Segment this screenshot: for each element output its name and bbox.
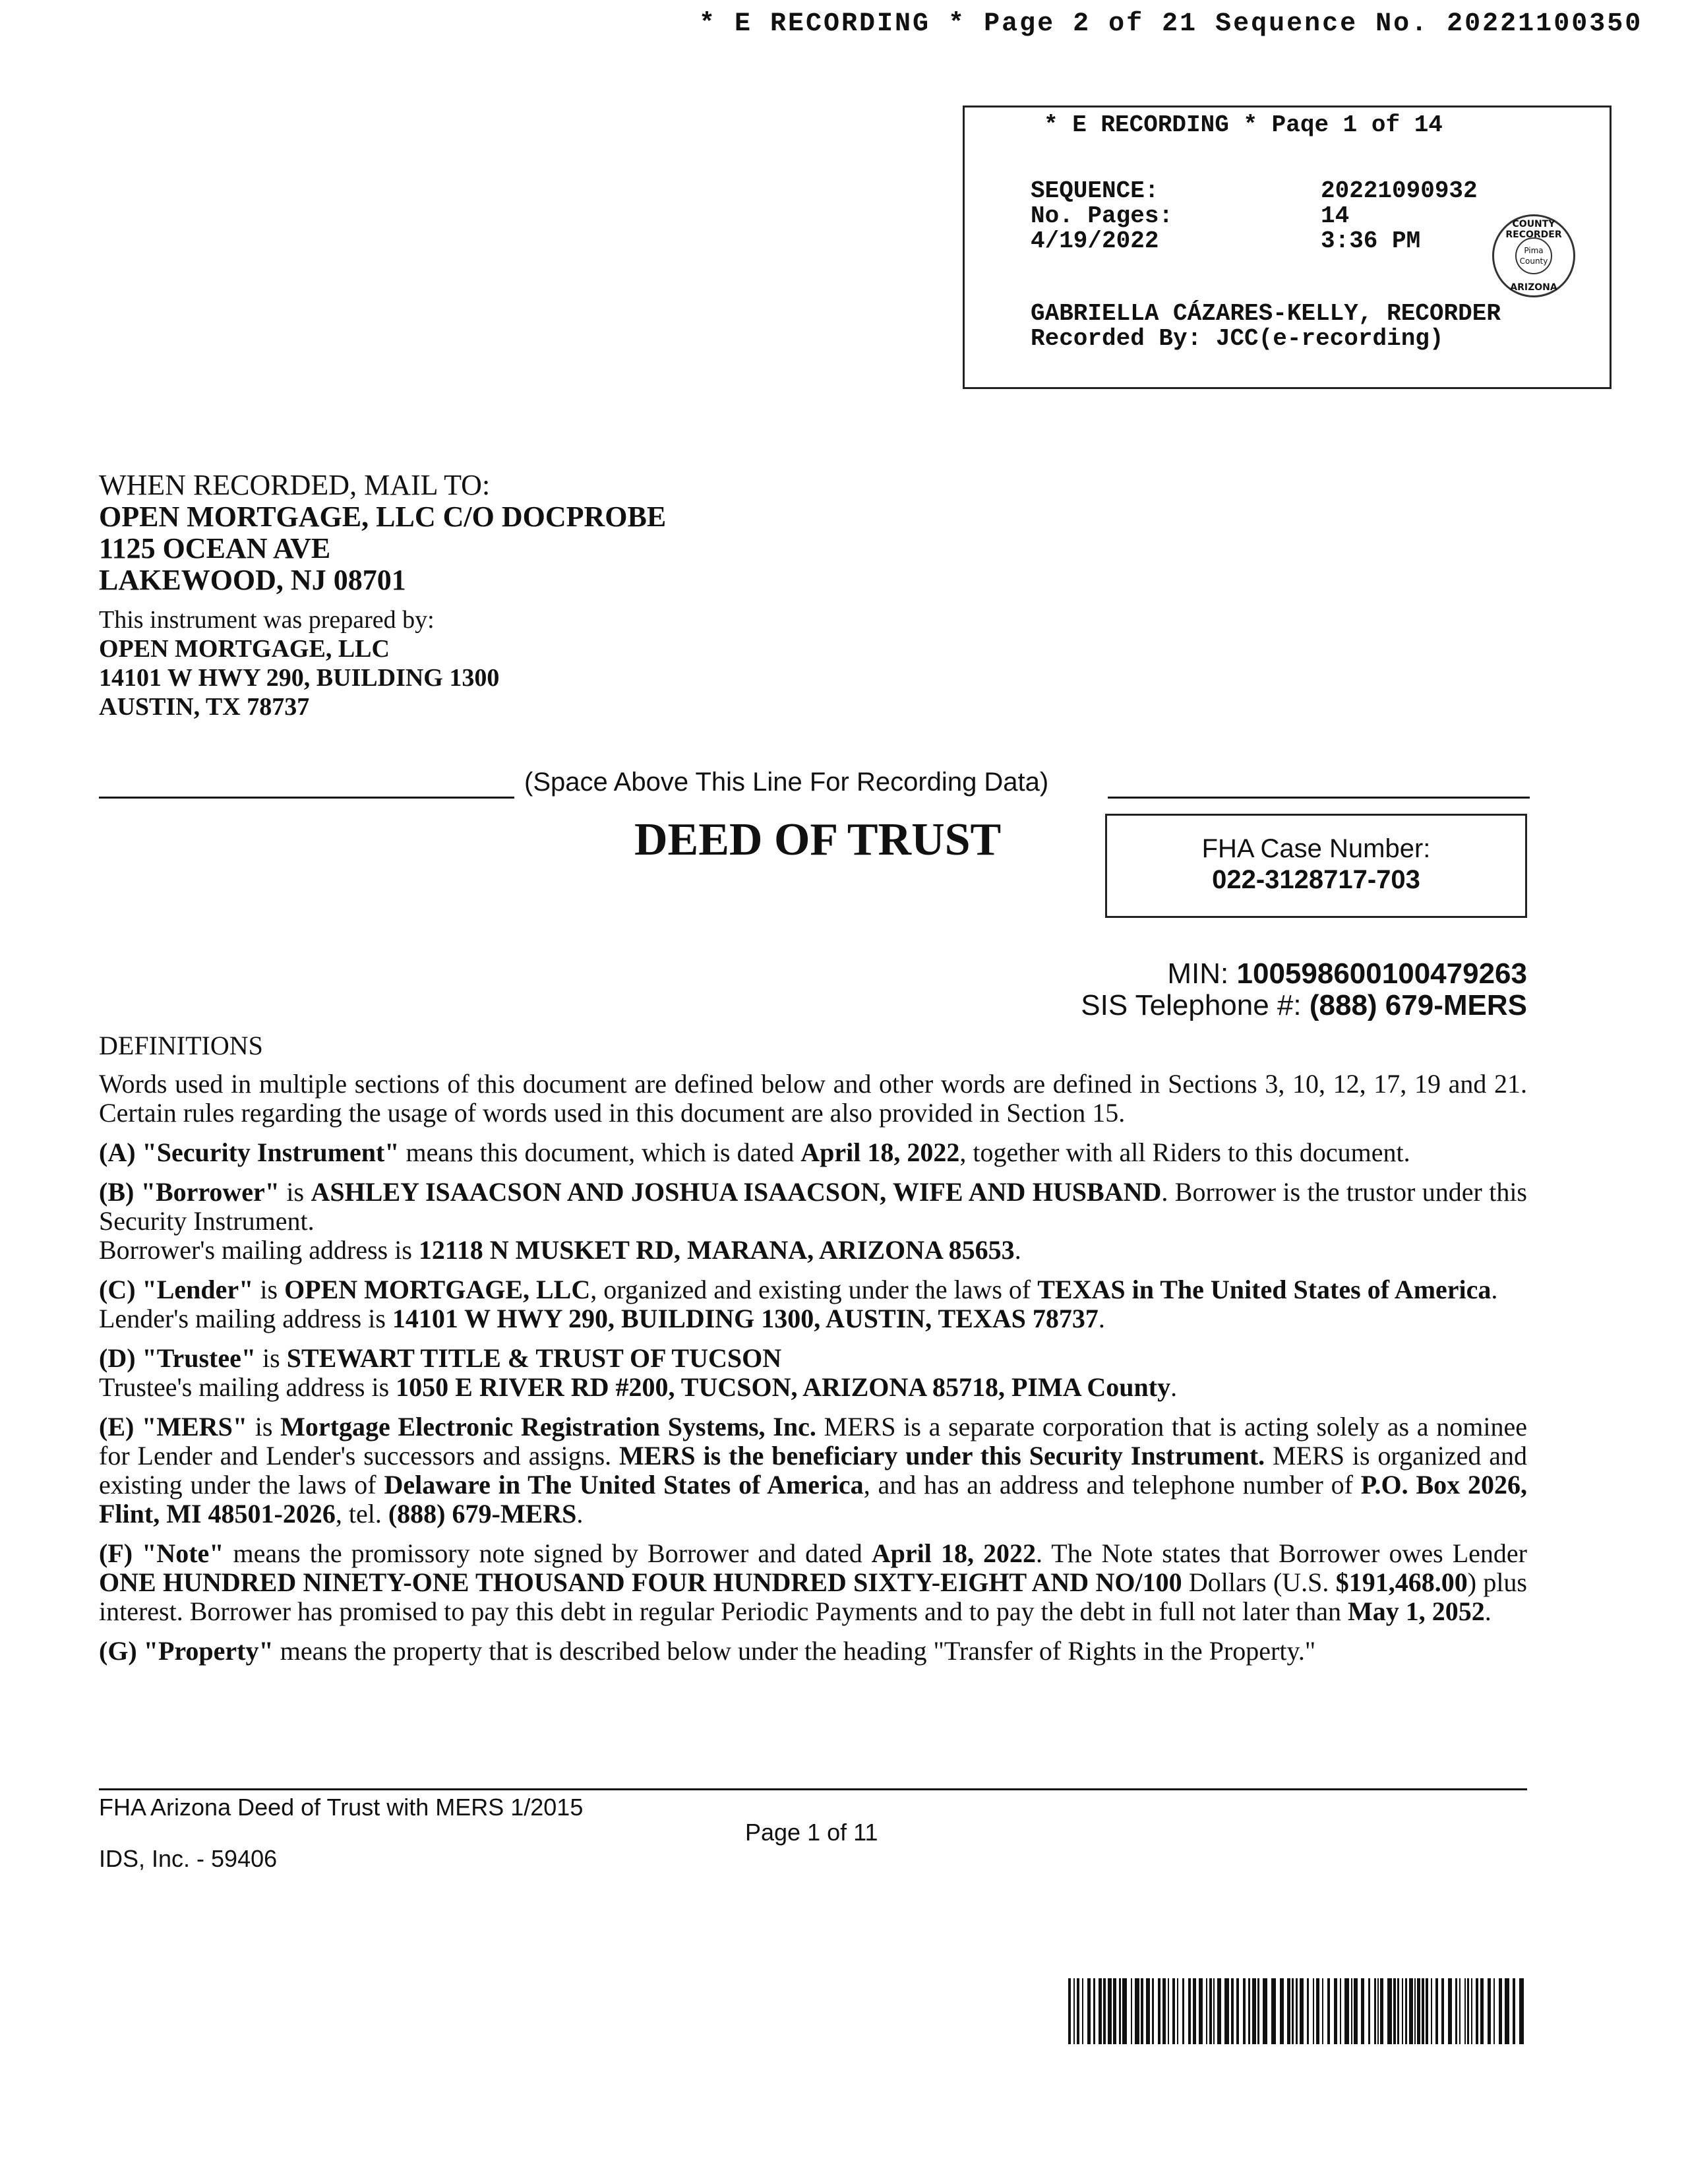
barcode-bar [1177, 1978, 1178, 2044]
recording-banner: * E RECORDING * Page 2 of 21 Sequence No. 20221100350 [699, 9, 1643, 39]
barcode-bar [1182, 1978, 1184, 2044]
barcode-bar [1316, 1978, 1319, 2044]
sequence-label: SEQUENCE: [1031, 177, 1159, 204]
barcode-bar [1499, 1978, 1502, 2044]
barcode-bar [1405, 1978, 1407, 2044]
seal-bottom-text: ARIZONA [1510, 282, 1557, 293]
pages-value: 14 [1321, 202, 1350, 229]
seal-top-text: COUNTY RECORDER [1505, 219, 1562, 240]
fha-case-box [1105, 814, 1527, 918]
barcode-bar [1377, 1978, 1379, 2044]
lender-name: OPEN MORTGAGE, LLC [284, 1275, 591, 1304]
mail-to-block [99, 470, 666, 596]
barcode-bar [1426, 1978, 1428, 2044]
barcode-bar [1217, 1978, 1221, 2044]
note-amount: $191,468.00 [1335, 1567, 1468, 1597]
text-span: means this document, which is dated [399, 1138, 801, 1167]
term-borrower: (B) "Borrower" [99, 1177, 280, 1207]
barcode-bar [1122, 1978, 1127, 2044]
barcode-bar [1513, 1978, 1515, 2044]
definition-mers: (E) "MERS" is Mortgage Electronic Registration Systems, Inc. MERS is a separate corporation that is acting solely as a nominee for Lender and Lender's successors and assigns. MERS is the beneficiary under this Security Instrument. MERS is organized and existing under the laws of Delaware in The United States of America, and has an address and telephone number of P.O. Box 2026, Flint, MI 48501-2026, tel. (888) 679-MERS. [99, 1412, 1528, 1529]
term-trustee: (D) "Trustee" [99, 1343, 256, 1373]
text-span: means the property that is described below under the heading "Transfer of Rights in the Property." [273, 1636, 1316, 1666]
document-title: DEED OF TRUST [634, 814, 1002, 865]
barcode-bar [1435, 1978, 1438, 2044]
barcode-bar [1093, 1978, 1095, 2044]
text-span: , and has an address and telephone number of [863, 1470, 1361, 1500]
barcode-icon [1068, 1978, 1530, 2044]
barcode-bar [1488, 1978, 1491, 2044]
term-mers: (E) "MERS" [99, 1412, 248, 1441]
mers-beneficiary-statement: MERS is the beneficiary under this Security Instrument. [619, 1441, 1265, 1471]
term-property: (G) "Property" [99, 1636, 274, 1666]
definition-trustee: (D) "Trustee" is STEWART TITLE & TRUST OF TUCSON Trustee's mailing address is 1050 E RIVER RD #200, TUCSON, ARIZONA 85718, PIMA County. [99, 1343, 1178, 1402]
barcode-bar [1141, 1978, 1143, 2044]
barcode-bar [1152, 1978, 1154, 2044]
note-maturity-date: May 1, 2052 [1348, 1596, 1485, 1626]
barcode-bar [1252, 1978, 1256, 2044]
text-span: is [256, 1343, 287, 1373]
trustee-address: 1050 E RIVER RD #200, TUCSON, ARIZONA 85718, PIMA County [396, 1372, 1171, 1402]
barcode-bar [1213, 1978, 1215, 2044]
term-note: (F) "Note" [99, 1538, 224, 1568]
text-span: Borrower's mailing address is [99, 1235, 419, 1265]
footer-rule [99, 1788, 1527, 1790]
barcode-bar [1073, 1978, 1075, 2044]
barcode-bar [1248, 1978, 1250, 2044]
barcode-bar [1448, 1978, 1452, 2044]
definition-borrower: (B) "Borrower" is ASHLEY ISAACSON AND JOSHUA ISAACSON, WIFE AND HUSBAND. Borrower is the trustor under this Security Instrument. Borrower's mailing address is 12118 N MUSKET RD, MARANA, ARIZONA 85653. [99, 1177, 1527, 1265]
recording-space-rule-right [1108, 797, 1530, 799]
sis-value: (888) 679-MERS [1309, 989, 1527, 1021]
text-span: Dollars (U.S. [1182, 1567, 1336, 1597]
barcode-bar [1231, 1978, 1234, 2044]
mers-address: P.O. Box 2026, Flint, MI 48501-2026 [99, 1470, 1527, 1529]
barcode-bar [1351, 1978, 1352, 2044]
barcode-bar [1263, 1978, 1267, 2044]
barcode-bar [1441, 1978, 1444, 2044]
security-instrument-date: April 18, 2022 [800, 1138, 960, 1167]
barcode-bar [1387, 1978, 1392, 2044]
sis-label: SIS Telephone #: [1081, 989, 1310, 1021]
recorded-by: Recorded By: JCC(e-recording) [1031, 325, 1444, 352]
term-lender: (C) "Lender" [99, 1275, 254, 1304]
barcode-bar [1459, 1978, 1461, 2044]
barcode-bar [1292, 1978, 1294, 2044]
barcode-bar [1082, 1978, 1083, 2044]
recording-stamp-title: * E RECORDING * Paqe 1 of 14 [1044, 111, 1443, 138]
sequence-value: 20221090932 [1321, 177, 1478, 204]
barcode-bar [1188, 1978, 1191, 2044]
text-span: MERS is a separate corporation that is acting solely as a nominee for Lender and Lender's successors and assigns. [99, 1412, 1528, 1471]
note-amount-words: ONE HUNDRED NINETY-ONE THOUSAND FOUR HUNDRED SIXTY-EIGHT AND NO/100 [99, 1567, 1182, 1597]
term-security-instrument: (A) "Security Instrument" [99, 1138, 400, 1167]
barcode-bar [1402, 1978, 1403, 2044]
lender-state: TEXAS in The United States of America [1037, 1275, 1492, 1304]
barcode-bar [1280, 1978, 1284, 2044]
mail-to-line2: 1125 OCEAN AVE [99, 532, 331, 564]
recording-space-rule-left [99, 797, 514, 799]
pages-label: No. Pages: [1031, 202, 1174, 229]
barcode-bar [1193, 1978, 1196, 2044]
text-span: . Borrower is the trustor under this Security Instrument. [99, 1177, 1527, 1236]
mail-to-heading: WHEN RECORDED, MAIL TO: [99, 469, 491, 501]
barcode-bar [1327, 1978, 1330, 2044]
min-label: MIN: [1167, 957, 1237, 990]
barcode-bar [1344, 1978, 1349, 2044]
barcode-bar [1422, 1978, 1424, 2044]
definitions-heading: DEFINITIONS [99, 1031, 263, 1060]
definition-lender: (C) "Lender" is OPEN MORTGAGE, LLC, organized and existing under the laws of TEXAS in The United States of America. Lender's mailing address is 14101 W HWY 290, BUILDING 1300, AUSTIN, TEXAS 78737. [99, 1275, 1498, 1333]
barcode-bar [1313, 1978, 1314, 2044]
barcode-bar [1146, 1978, 1150, 2044]
barcode-bar [1322, 1978, 1323, 2044]
recorder-name: GABRIELLA CÁZARES-KELLY, RECORDER [1031, 300, 1501, 327]
barcode-bar [1243, 1978, 1246, 2044]
text-span: , tel. [335, 1499, 388, 1529]
barcode-bar [1493, 1978, 1495, 2044]
barcode-bar [1271, 1978, 1276, 2044]
barcode-bar [1113, 1978, 1116, 2044]
trustee-name: STEWART TITLE & TRUST OF TUCSON [286, 1343, 782, 1373]
borrower-address: 12118 N MUSKET RD, MARANA, ARIZONA 85653 [418, 1235, 1015, 1265]
prepared-by-line1: OPEN MORTGAGE, LLC [99, 635, 390, 663]
barcode-bar [1168, 1978, 1169, 2044]
barcode-bar [1431, 1978, 1432, 2044]
mers-name: Mortgage Electronic Registration Systems, Inc. [280, 1412, 816, 1441]
text-span: Trustee's mailing address is [99, 1372, 396, 1402]
barcode-bar [1099, 1978, 1102, 2044]
min-value: 100598600100479263 [1236, 957, 1527, 990]
barcode-bar [1368, 1978, 1370, 2044]
barcode-bar [1471, 1978, 1472, 2044]
barcode-bar [1209, 1978, 1212, 2044]
barcode-bar [1455, 1978, 1457, 2044]
barcode-bar [1131, 1978, 1132, 2044]
barcode-bar [1199, 1978, 1203, 2044]
county-recorder-seal-icon [1492, 214, 1575, 297]
barcode-bar [1464, 1978, 1466, 2044]
footer-vendor: IDS, Inc. - 59406 [99, 1845, 278, 1872]
barcode-bar [1206, 1978, 1207, 2044]
recording-stamp-box [963, 106, 1612, 389]
mers-telephone: (888) 679-MERS [388, 1499, 577, 1529]
barcode-bar [1409, 1978, 1413, 2044]
barcode-bar [1397, 1978, 1399, 2044]
recording-space-label: (Space Above This Line For Recording Data) [524, 768, 1049, 797]
text-span: is [253, 1275, 285, 1304]
text-span: ) plus interest. Borrower has promised to pay this debt in regular Periodic Payments and to pay the debt in full not later than [99, 1567, 1527, 1626]
barcode-bar [1162, 1978, 1166, 2044]
barcode-bar [1380, 1978, 1383, 2044]
barcode-bar [1414, 1978, 1416, 2044]
lender-address: 14101 W HWY 290, BUILDING 1300, AUSTIN, TEXAS 78737 [392, 1304, 1099, 1333]
min-line [1167, 957, 1527, 990]
fha-case-number: 022-3128717-703 [1212, 865, 1420, 894]
definition-note: (F) "Note" means the promissory note signed by Borrower and dated April 18, 2022. The Note states that Borrower owes Lender ONE HUNDRED NINETY-ONE THOUSAND FOUR HUNDRED SIXTY-EIGHT AND NO/100 Dollars (U.S. $191,468.00) plus interest. Borrower has promised to pay this debt in regular Periodic Payments and to pay the debt in full not later than May 1, 2052. [99, 1538, 1527, 1626]
barcode-bar [1119, 1978, 1121, 2044]
borrower-name: ASHLEY ISAACSON AND JOSHUA ISAACSON, WIFE AND HUSBAND [311, 1177, 1162, 1207]
seal-center-text: Pima County [1515, 237, 1552, 274]
recording-date: 4/19/2022 [1031, 228, 1159, 255]
text-span: , together with all Riders to this document. [959, 1138, 1410, 1167]
text-span: MERS is organized and existing under the laws of [99, 1441, 1528, 1500]
definitions-intro: Words used in multiple sections of this document are defined below and other words are defined in Sections 3, 10, 12, 17, 19 and 21. Certain rules regarding the usage of words used in this document are also provided in Section 15. [99, 1069, 1527, 1128]
barcode-bar [1108, 1978, 1112, 2044]
text-span: is [280, 1177, 311, 1207]
note-date: April 18, 2022 [871, 1538, 1036, 1568]
text-span: Lender's mailing address is [99, 1304, 392, 1333]
barcode-bar [1300, 1978, 1304, 2044]
text-span: is [247, 1412, 281, 1441]
barcode-bar [1135, 1978, 1139, 2044]
barcode-bar [1354, 1978, 1358, 2044]
footer-page-number: Page 1 of 11 [745, 1819, 878, 1846]
barcode-bar [1417, 1978, 1420, 2044]
definition-property [99, 1637, 1527, 1666]
mers-state: Delaware in The United States of America [384, 1470, 864, 1500]
barcode-bar [1393, 1978, 1396, 2044]
definitions-body [99, 1070, 1527, 1676]
barcode-bar [1236, 1978, 1239, 2044]
barcode-bar [1361, 1978, 1364, 2044]
barcode-bar [1519, 1978, 1524, 2044]
barcode-bar [1505, 1978, 1509, 2044]
barcode-bar [1224, 1978, 1229, 2044]
prepared-by-heading: This instrument was prepared by: [99, 606, 435, 634]
barcode-bar [1077, 1978, 1079, 2044]
barcode-bar [1480, 1978, 1484, 2044]
prepared-by-line2: 14101 W HWY 290, BUILDING 1300 [99, 664, 500, 692]
barcode-bar [1467, 1978, 1469, 2044]
text-span: . The Note states that Borrower owes Lender [1035, 1538, 1527, 1568]
barcode-bar [1103, 1978, 1106, 2044]
footer-form-name: FHA Arizona Deed of Trust with MERS 1/2015 [99, 1794, 584, 1821]
mail-to-line3: LAKEWOOD, NJ 08701 [99, 564, 406, 596]
barcode-bar [1257, 1978, 1259, 2044]
prepared-by-line3: AUSTIN, TX 78737 [99, 693, 310, 721]
text-span: means the promissory note signed by Borrower and dated [224, 1538, 872, 1568]
barcode-bar [1296, 1978, 1298, 2044]
recording-time: 3:36 PM [1321, 228, 1421, 255]
barcode-bar [1340, 1978, 1341, 2044]
barcode-bar [1068, 1978, 1071, 2044]
barcode-bar [1307, 1978, 1309, 2044]
sis-telephone-line [1081, 989, 1527, 1022]
fha-case-label: FHA Case Number: [1201, 834, 1431, 863]
barcode-bar [1172, 1978, 1175, 2044]
prepared-by-block [99, 605, 499, 721]
barcode-bar [1087, 1978, 1091, 2044]
text-span: , organized and existing under the laws of [590, 1275, 1038, 1304]
mail-to-line1: OPEN MORTGAGE, LLC C/O DOCPROBE [99, 501, 667, 533]
barcode-bar [1476, 1978, 1478, 2044]
barcode-bar [1158, 1978, 1160, 2044]
definition-security-instrument [99, 1138, 1527, 1167]
barcode-bar [1334, 1978, 1337, 2044]
barcode-bar [1287, 1978, 1290, 2044]
barcode-bar [1374, 1978, 1376, 2044]
